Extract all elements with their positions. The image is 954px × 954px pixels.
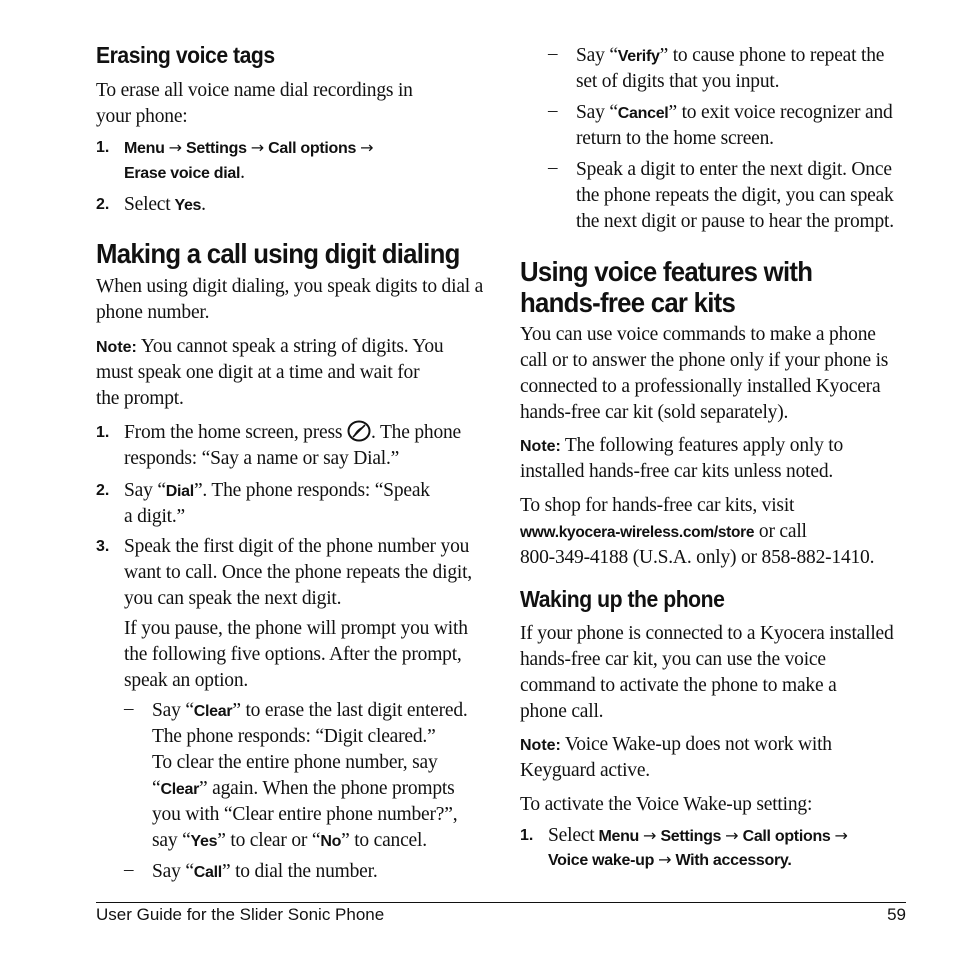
step-number: 1. (96, 424, 110, 441)
clear-command: Clear (193, 703, 233, 720)
option-verify: – Say “Verify” to cause phone to repeat the set of digits that you input. (548, 43, 885, 92)
digit-step-3: 3. Speak the first digit of the phone number you want to call. Once the phone repeats the digit, you can speak the next digit. (96, 536, 472, 609)
kyocera-store-link[interactable]: www.kyocera-wireless.com/store (520, 524, 755, 541)
with-accessory-command: With accessory. (675, 852, 792, 869)
voice-wake-up-command: Voice wake-up (548, 852, 655, 869)
section-heading-digit-dialing: Making a call using digit dialing (96, 238, 460, 269)
call-options-command: Call options (268, 140, 357, 157)
digit-intro-line-2: phone number. (96, 302, 210, 323)
cancel-command: Cancel (617, 105, 669, 122)
arrow-icon: → (658, 850, 672, 869)
verify-command: Verify (617, 48, 660, 65)
digit-step-1: 1. From the home screen, press . The phone responds: “Say a name or say Dial.” (96, 422, 461, 469)
section-heading-erasing-voice-tags: Erasing voice tags (96, 42, 275, 68)
pause-paragraph: If you pause, the phone will prompt you with the following five options. After the prompt, speak an option. (124, 618, 468, 691)
waking-step-1: 1. Select Menu → Settings → Call options → Voice wake-up → With accessory. (520, 825, 848, 869)
call-options-command: Call options (742, 828, 831, 845)
dash-bullet: – (548, 43, 558, 64)
step-number: 2. (96, 196, 110, 213)
send-key-icon (347, 420, 371, 442)
arrow-icon: → (168, 138, 182, 157)
handsfree-intro-line-1: You can use voice commands to make a phone (520, 324, 876, 345)
erase-voice-dial-command: Erase voice dial (124, 165, 241, 182)
handsfree-intro-line-2: call or to answer the phone only if your phone is (520, 350, 889, 371)
dash-bullet: – (124, 859, 134, 880)
erasing-intro-line-2: your phone: (96, 106, 188, 127)
waking-line-1: If your phone is connected to a Kyocera installed (520, 623, 894, 644)
no-command: No (320, 833, 342, 850)
dial-command: Dial (165, 483, 194, 500)
menu-command: Menu (124, 140, 165, 157)
settings-command: Settings (660, 828, 722, 845)
option-clear: – Say “Clear” to erase the last digit entered. The phone responds: “Digit cleared.” To clear the entire phone number, say “Clear” again. When the phone prompts you with “Clear entire phone number?”, say “Yes” to clear or “No” to cancel. (124, 698, 468, 851)
option-cancel: – Say “Cancel” to exit voice recognizer and return to the home screen. (548, 100, 893, 149)
waking-line-2: hands-free car kit, you can use the voice (520, 649, 826, 670)
footer-rule (96, 902, 906, 903)
note-digit-dialing: Note: You cannot speak a string of digits. You must speak one digit at a time and wait for the prompt. (96, 336, 444, 409)
settings-command: Settings (185, 140, 247, 157)
note-label: Note: (96, 339, 137, 356)
step-number: 3. (96, 538, 110, 555)
note-label: Note: (520, 737, 561, 754)
shop-line-1: To shop for hands-free car kits, visit (520, 495, 795, 516)
note-voice-wake-up: Note: Voice Wake-up does not work with Keyguard active. (520, 734, 832, 781)
arrow-icon: → (643, 826, 657, 845)
arrow-icon: → (725, 826, 739, 845)
option-call: – Say “Call” to dial the number. (124, 859, 378, 882)
arrow-icon: → (834, 826, 848, 845)
erasing-intro-line-1: To erase all voice name dial recordings in (96, 80, 413, 101)
digit-intro-line-1: When using digit dialing, you speak digits to dial a (96, 276, 484, 297)
erasing-step-2: 2. Select Yes. (96, 194, 206, 215)
step-number: 1. (96, 139, 110, 156)
clear-command: Clear (160, 781, 199, 798)
note-hands-free: Note: The following features apply only to installed hands-free car kits unless noted. (520, 435, 844, 482)
waking-line-3: command to activate the phone to make a (520, 675, 837, 696)
option-speak-digit: – Speak a digit to enter the next digit. Once the phone repeats the digit, you can speak the next digit or pause to hear the prompt. (548, 157, 894, 232)
note-label: Note: (520, 438, 561, 455)
page-number: 59 (887, 905, 906, 924)
activate-instruction: To activate the Voice Wake-up setting: (520, 794, 813, 815)
section-heading-hands-free-line-1: Using voice features with (520, 256, 813, 287)
yes-command: Yes (190, 833, 218, 850)
arrow-icon: → (250, 138, 265, 157)
dash-bullet: – (124, 698, 134, 719)
shop-phone-numbers: 800-349-4188 (U.S.A. only) or 858-882-1410. (520, 547, 875, 568)
dash-bullet: – (548, 157, 558, 178)
dash-bullet: – (548, 100, 558, 121)
call-command: Call (193, 864, 222, 881)
yes-command: Yes (174, 197, 202, 214)
erasing-step-1: 1. Menu → Settings → Call options → Erase voice dial. (96, 138, 374, 183)
arrow-icon: → (360, 138, 374, 157)
handsfree-intro-line-4: hands-free car kit (sold separately). (520, 402, 789, 423)
menu-command: Menu (598, 828, 640, 845)
footer-title: User Guide for the Slider Sonic Phone (96, 905, 385, 924)
handsfree-intro-line-3: connected to a professionally installed Kyocera (520, 376, 881, 397)
waking-line-4: phone call. (520, 701, 604, 722)
section-heading-waking-up: Waking up the phone (520, 586, 725, 612)
digit-step-2: 2. Say “Dial”. The phone responds: “Speak a digit.” (96, 480, 430, 527)
section-heading-hands-free-line-2: hands-free car kits (520, 287, 736, 318)
step-number: 1. (520, 827, 534, 844)
step-number: 2. (96, 482, 110, 499)
